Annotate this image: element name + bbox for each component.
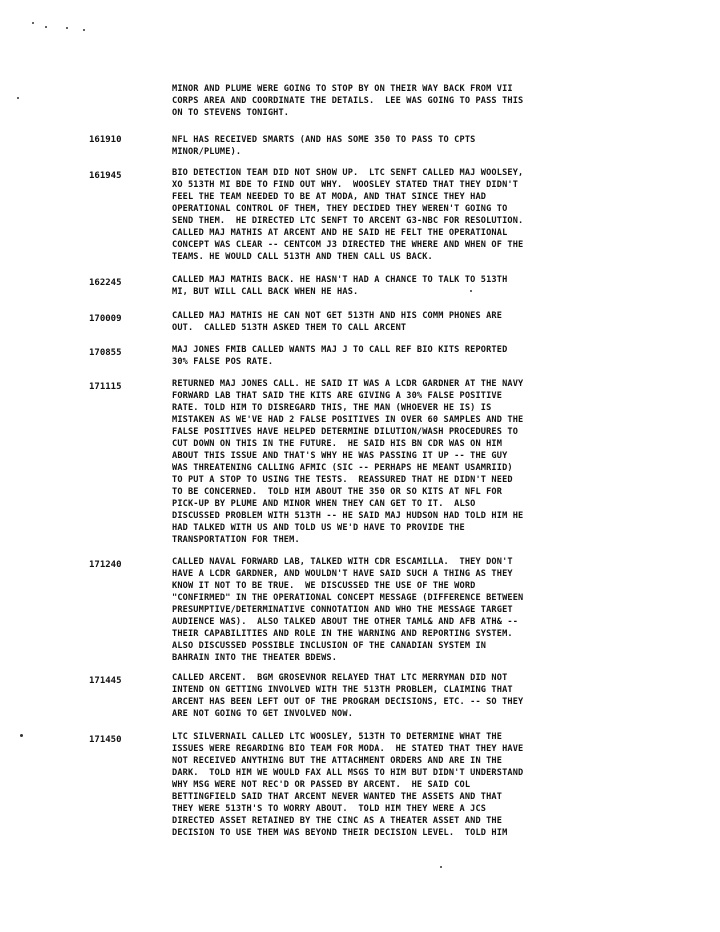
intro-line: ON TO STEVENS TONIGHT. bbox=[172, 108, 290, 118]
intro-line: CORPS AREA AND COORDINATE THE DETAILS. LEE WAS GOING TO PASS THIS bbox=[172, 96, 524, 106]
entry-line: SEND THEM. HE DIRECTED LTC SENFT TO ARCENT G3-NBC FOR RESOLUTION. bbox=[172, 216, 524, 226]
entry-line: LTC SILVERNAIL CALLED LTC WOOSLEY, 513TH TO DETERMINE WHAT THE bbox=[172, 732, 503, 742]
entry-time: 170855 bbox=[89, 348, 122, 358]
entry-line: CALLED MAJ MATHIS AT ARCENT AND HE SAID HE FELT THE OPERATIONAL bbox=[172, 228, 508, 238]
entry-line: RETURNED MAJ JONES CALL. HE SAID IT WAS A LCDR GARDNER AT THE NAVY bbox=[172, 379, 524, 389]
entry-time: 171240 bbox=[89, 560, 122, 570]
entry-time: 162245 bbox=[89, 278, 122, 288]
intro-line: MINOR AND PLUME WERE GOING TO STOP BY ON THEIR WAY BACK FROM VII bbox=[172, 84, 513, 94]
entry-line: THEIR CAPABILITIES AND ROLE IN THE WARNING AND REPORTING SYSTEM. bbox=[172, 629, 513, 639]
entry-time: 161945 bbox=[89, 171, 122, 181]
entry-line: CALLED NAVAL FORWARD LAB, TALKED WITH CDR ESCAMILLA. THEY DON'T bbox=[172, 557, 513, 567]
entry-line: TRANSPORTATION FOR THEM. bbox=[172, 535, 300, 545]
entry-line: RATE. TOLD HIM TO DISREGARD THIS, THE MAN (WHOEVER HE IS) IS bbox=[172, 403, 492, 413]
entry-line: FEEL THE TEAM NEEDED TO BE AT MODA, AND THAT SINCE THEY HAD bbox=[172, 192, 487, 202]
entry-line: BAHRAIN INTO THE THEATER BDEWS. bbox=[172, 653, 338, 663]
scan-speck bbox=[66, 27, 68, 29]
scan-speck bbox=[17, 97, 19, 99]
entry-line: CALLED ARCENT. BGM GROSEVNOR RELAYED THAT LTC MERRYMAN DID NOT bbox=[172, 673, 508, 683]
entry-line: "CONFIRMED" IN THE OPERATIONAL CONCEPT MESSAGE (DIFFERENCE BETWEEN bbox=[172, 593, 524, 603]
entry-line: PRESUMPTIVE/DETERMINATIVE CONNOTATION AND WHO THE MESSAGE TARGET bbox=[172, 605, 513, 615]
entry-line: DARK. TOLD HIM WE WOULD FAX ALL MSGS TO HIM BUT DIDN'T UNDERSTAND bbox=[172, 768, 524, 778]
entry-line: OPERATIONAL CONTROL OF THEM, THEY DECIDED THEY WEREN'T GOING TO bbox=[172, 204, 508, 214]
entry-line: FALSE POSITIVES HAVE HELPED DETERMINE DILUTION/WASH PROCEDURES TO bbox=[172, 427, 519, 437]
entry-line: CONCEPT WAS CLEAR -- CENTCOM J3 DIRECTED THE WHERE AND WHEN OF THE bbox=[172, 240, 524, 250]
scan-speck bbox=[83, 29, 85, 31]
entry-line: TO PUT A STOP TO USING THE TESTS. REASSURED THAT HE DIDN'T NEED bbox=[172, 475, 513, 485]
entry-line: THEY WERE 513TH'S TO WORRY ABOUT. TOLD HIM THEY WERE A JCS bbox=[172, 804, 487, 814]
entry-line: ARCENT HAS BEEN LEFT OUT OF THE PROGRAM DECISIONS, ETC. -- SO THEY bbox=[172, 697, 524, 707]
entry-line: ARE NOT GOING TO GET INVOLVED NOW. bbox=[172, 709, 354, 719]
entry-line: MISTAKEN AS WE'VE HAD 2 FALSE POSITIVES IN OVER 60 SAMPLES AND THE bbox=[172, 415, 524, 425]
entry-line: TO BE CONCERNED. TOLD HIM ABOUT THE 350 OR SO KITS AT NFL FOR bbox=[172, 487, 503, 497]
entry-line: CALLED MAJ MATHIS HE CAN NOT GET 513TH AND HIS COMM PHONES ARE bbox=[172, 311, 503, 321]
entry-line: WAS THREATENING CALLING AFMIC (SIC -- PERHAPS HE MEANT USAMRIID) bbox=[172, 463, 513, 473]
entry-line: NFL HAS RECEIVED SMARTS (AND HAS SOME 350 TO PASS TO CPTS bbox=[172, 135, 476, 145]
entry-line: FORWARD LAB THAT SAID THE KITS ARE GIVING A 30% FALSE POSITIVE bbox=[172, 391, 503, 401]
entry-line: XO 513TH MI BDE TO FIND OUT WHY. WOOSLEY STATED THAT THEY DIDN'T bbox=[172, 180, 519, 190]
entry-line: NOT RECEIVED ANYTHING BUT THE ATTACHMENT ORDERS AND ARE IN THE bbox=[172, 756, 503, 766]
entry-line: BETTINGFIELD SAID THAT ARCENT NEVER WANTED THE ASSETS AND THAT bbox=[172, 792, 503, 802]
entry-line: BIO DETECTION TEAM DID NOT SHOW UP. LTC SENFT CALLED MAJ WOOLSEY, bbox=[172, 168, 524, 178]
entry-line: AUDIENCE WAS). ALSO TALKED ABOUT THE OTHER TAML& AND AFB ATH& -- bbox=[172, 617, 519, 627]
entry-time: 170009 bbox=[89, 314, 122, 324]
entry-line: HAD TALKED WITH US AND TOLD US WE'D HAVE TO PROVIDE THE bbox=[172, 523, 465, 533]
scan-speck bbox=[470, 290, 472, 292]
entry-line: DIRECTED ASSET RETAINED BY THE CINC AS A THEATER ASSET AND THE bbox=[172, 816, 503, 826]
entry-line: MINOR/PLUME). bbox=[172, 147, 242, 157]
entry-time: 171115 bbox=[89, 382, 122, 392]
entry-line: KNOW IT NOT TO BE TRUE. WE DISCUSSED THE USE OF THE WORD bbox=[172, 581, 476, 591]
entry-line: CUT DOWN ON THIS IN THE FUTURE. HE SAID HIS BN CDR WAS ON HIM bbox=[172, 439, 503, 449]
entry-time: 171450 bbox=[89, 735, 122, 745]
entry-line: TEAMS. HE WOULD CALL 513TH AND THEN CALL US BACK. bbox=[172, 252, 433, 262]
scan-speck bbox=[440, 866, 442, 868]
entry-line: ISSUES WERE REGARDING BIO TEAM FOR MODA. HE STATED THAT THEY HAVE bbox=[172, 744, 524, 754]
entry-line: CALLED MAJ MATHIS BACK. HE HASN'T HAD A CHANCE TO TALK TO 513TH bbox=[172, 275, 508, 285]
entry-time: 161910 bbox=[89, 135, 122, 145]
entry-line: ALSO DISCUSSED POSSIBLE INCLUSION OF THE CANADIAN SYSTEM IN bbox=[172, 641, 487, 651]
scan-speck bbox=[32, 22, 34, 24]
entry-line: MAJ JONES FMIB CALLED WANTS MAJ J TO CALL REF BIO KITS REPORTED bbox=[172, 345, 508, 355]
entry-line: OUT. CALLED 513TH ASKED THEM TO CALL ARCENT bbox=[172, 323, 407, 333]
entry-line: WHY MSG WERE NOT REC'D OR PASSED BY ARCENT. HE SAID COL bbox=[172, 780, 471, 790]
entry-line: HAVE A LCDR GARDNER, AND WOULDN'T HAVE SAID SUCH A THING AS THEY bbox=[172, 569, 513, 579]
entry-line: PICK-UP BY PLUME AND MINOR WHEN THEY CAN GET TO IT. ALSO bbox=[172, 499, 476, 509]
entry-time: 171445 bbox=[89, 676, 122, 686]
entry-line: DECISION TO USE THEM WAS BEYOND THEIR DECISION LEVEL. TOLD HIM bbox=[172, 828, 508, 838]
scan-speck bbox=[20, 734, 23, 737]
entry-line: DISCUSSED PROBLEM WITH 513TH -- HE SAID MAJ HUDSON HAD TOLD HIM HE bbox=[172, 511, 524, 521]
entry-line: MI, BUT WILL CALL BACK WHEN HE HAS. bbox=[172, 287, 359, 297]
entry-line: INTEND ON GETTING INVOLVED WITH THE 513TH PROBLEM, CLAIMING THAT bbox=[172, 685, 513, 695]
entry-line: ABOUT THIS ISSUE AND THAT'S WHY HE WAS PASSING IT UP -- THE GUY bbox=[172, 451, 508, 461]
entry-line: 30% FALSE POS RATE. bbox=[172, 357, 274, 367]
scan-speck bbox=[45, 26, 47, 28]
